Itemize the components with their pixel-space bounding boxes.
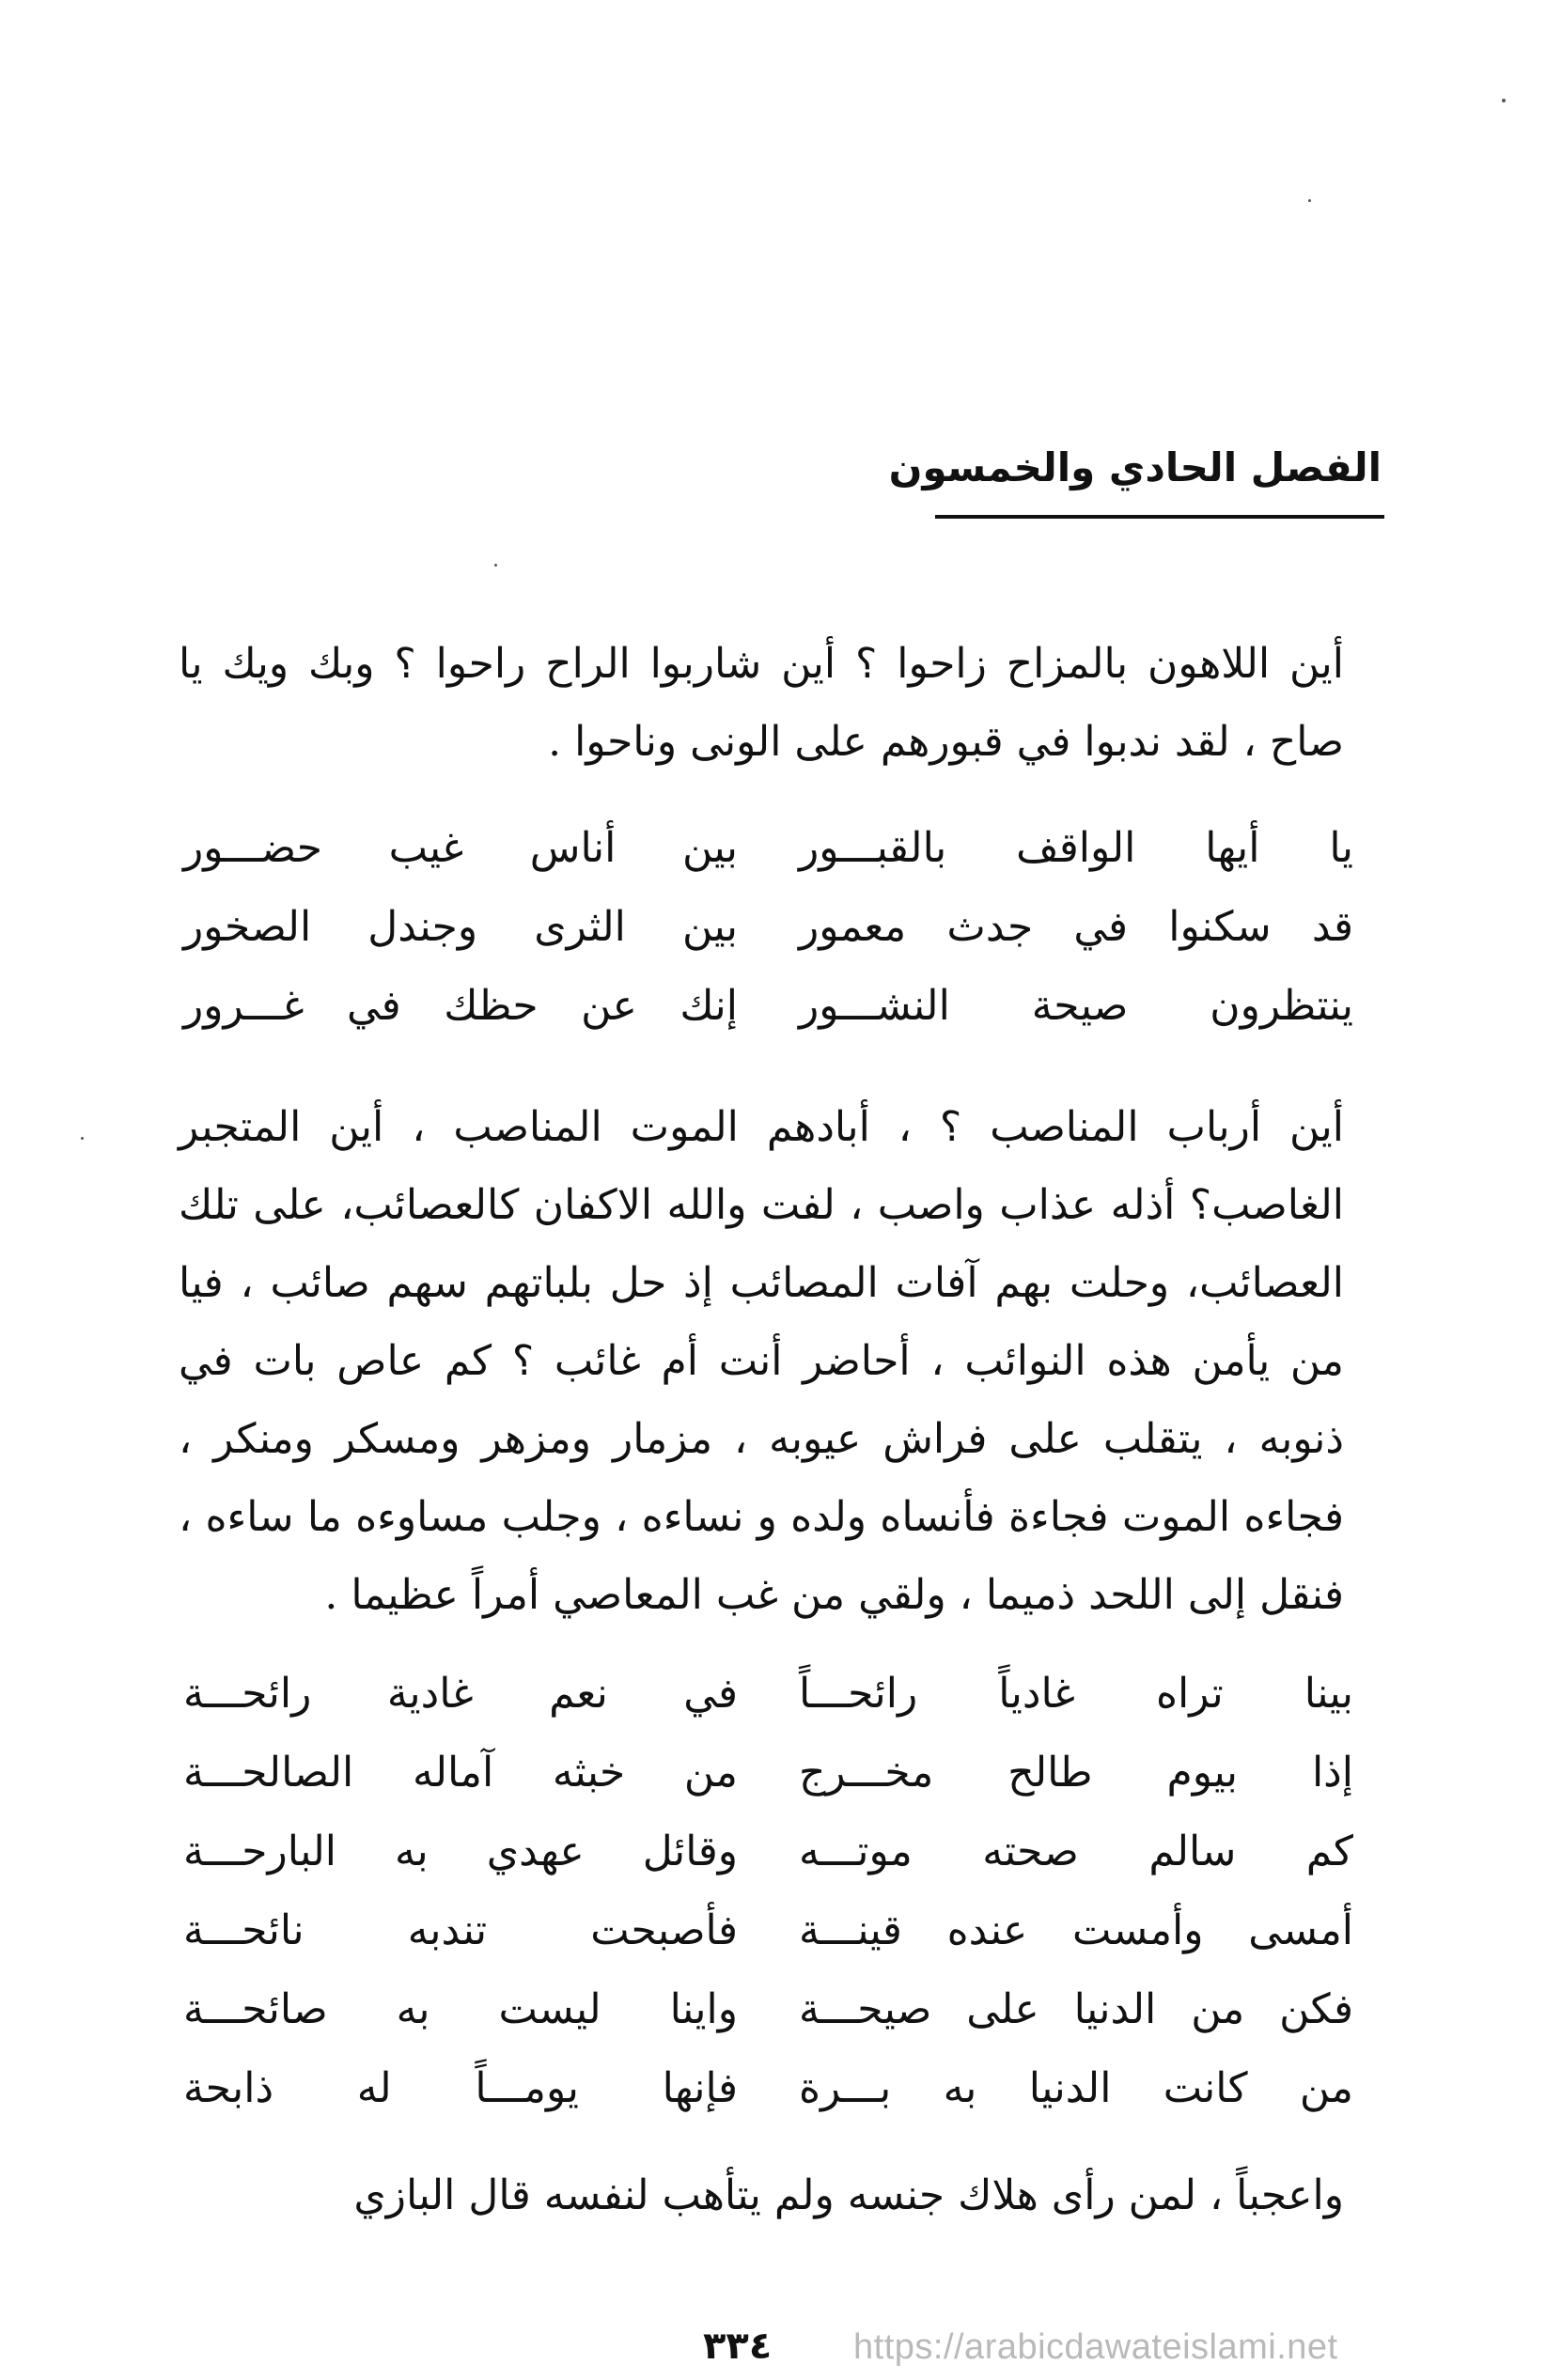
scan-speck xyxy=(494,564,497,567)
poem-fate xyxy=(183,1654,1353,2127)
poem-verse xyxy=(183,2048,1353,2127)
paragraph-opening: أين اللاهون بالمزاح زاحوا ؟ أين شاربوا الراح راحوا ؟ وبك ويك يا صاح ، لقد ندبوا في قبورهم على الونى وناحوا . xyxy=(179,640,1344,766)
chapter-title: الفصل الحادي والخمسون xyxy=(888,444,1382,490)
verse-second-hemistich: بين الثرى وجندل الصخور xyxy=(183,902,738,951)
verse-second-hemistich: من خبثه آماله الصالحـــة xyxy=(183,1748,738,1797)
verse-second-hemistich: فإنها يومـــاً له ذابحة xyxy=(183,2063,738,2112)
poem-verse xyxy=(183,966,1353,1045)
paragraph-closing: واعجباً ، لمن رأى هلاك جنسه ولم يتأهب لنفسه قال البازي xyxy=(353,2171,1344,2219)
verse-first-hemistich: فكن من الدنيا على صيحـــة xyxy=(799,1984,1353,2033)
verse-second-hemistich: في نعم غادية رائحـــة xyxy=(183,1669,738,1718)
verse-first-hemistich: ينتظرون صيحة النشـــور xyxy=(799,981,1353,1030)
verse-first-hemistich: بينا تراه غادياً رائحـــاً xyxy=(799,1669,1353,1718)
verse-first-hemistich: أمسى وأمست عنده قينـــة xyxy=(799,1906,1353,1954)
page-number: ٣٣٤ xyxy=(703,2325,773,2368)
verse-second-hemistich: إنك عن حظك في غـــرور xyxy=(183,981,738,1030)
poem-graves xyxy=(183,808,1353,1045)
verse-first-hemistich: كم سالم صحته موتـــه xyxy=(799,1827,1353,1875)
verse-second-hemistich: وقائل عهدي به البارحـــة xyxy=(183,1827,738,1875)
verse-first-hemistich: إذا بيوم طالح مخـــرج xyxy=(799,1748,1353,1797)
poem-verse xyxy=(183,1654,1353,1733)
verse-first-hemistich: قد سكنوا في جدث معمور xyxy=(799,902,1353,951)
poem-verse xyxy=(183,1890,1353,1969)
verse-second-hemistich: بين أناس غيب حضـــور xyxy=(183,823,738,872)
watermark-url: https://arabicdawateislami.net xyxy=(853,2327,1338,2367)
paragraph-positions: أين أرباب المناصب ؟ ، أبادهم الموت المناصب ، أين المتجبر الغاصب؟ أذله عذاب واصب ، لفت والله الاكفان كالعصائب، على تلك العصائب، وحلت بهم آفات المصائب إذ حل بلباتهم سهم صائب ، فيا من يأمن هذه النوائب ، أحاضر أنت أم غائب ؟ كم عاص بات في ذنوبه ، يتقلب على فراش عيوبه ، مزمار ومزهر ومسكر ومنكر ، فجاءه الموت فجاءة فأنساه ولده و نساءه ، وجلب مساوءه ما ساءه ، فنقل إلى اللحد ذميما ، ولقي من غب المعاصي أمراً عظيما . xyxy=(179,1103,1344,1619)
poem-verse xyxy=(183,887,1353,966)
verse-second-hemistich: فأصبحت تندبه نائحـــة xyxy=(183,1906,738,1954)
scan-speck xyxy=(1502,99,1506,102)
poem-verse xyxy=(183,808,1353,887)
poem-verse xyxy=(183,1969,1353,2048)
title-underline xyxy=(935,515,1384,519)
verse-first-hemistich: من كانت الدنيا به بـــرة xyxy=(799,2063,1353,2112)
poem-verse xyxy=(183,1733,1353,1812)
scan-speck xyxy=(81,1137,84,1140)
verse-second-hemistich: واينا ليست به صائحـــة xyxy=(183,1984,738,2033)
scan-speck xyxy=(1308,199,1311,202)
verse-first-hemistich: يا أيها الواقف بالقبـــور xyxy=(799,823,1353,872)
poem-verse xyxy=(183,1812,1353,1890)
